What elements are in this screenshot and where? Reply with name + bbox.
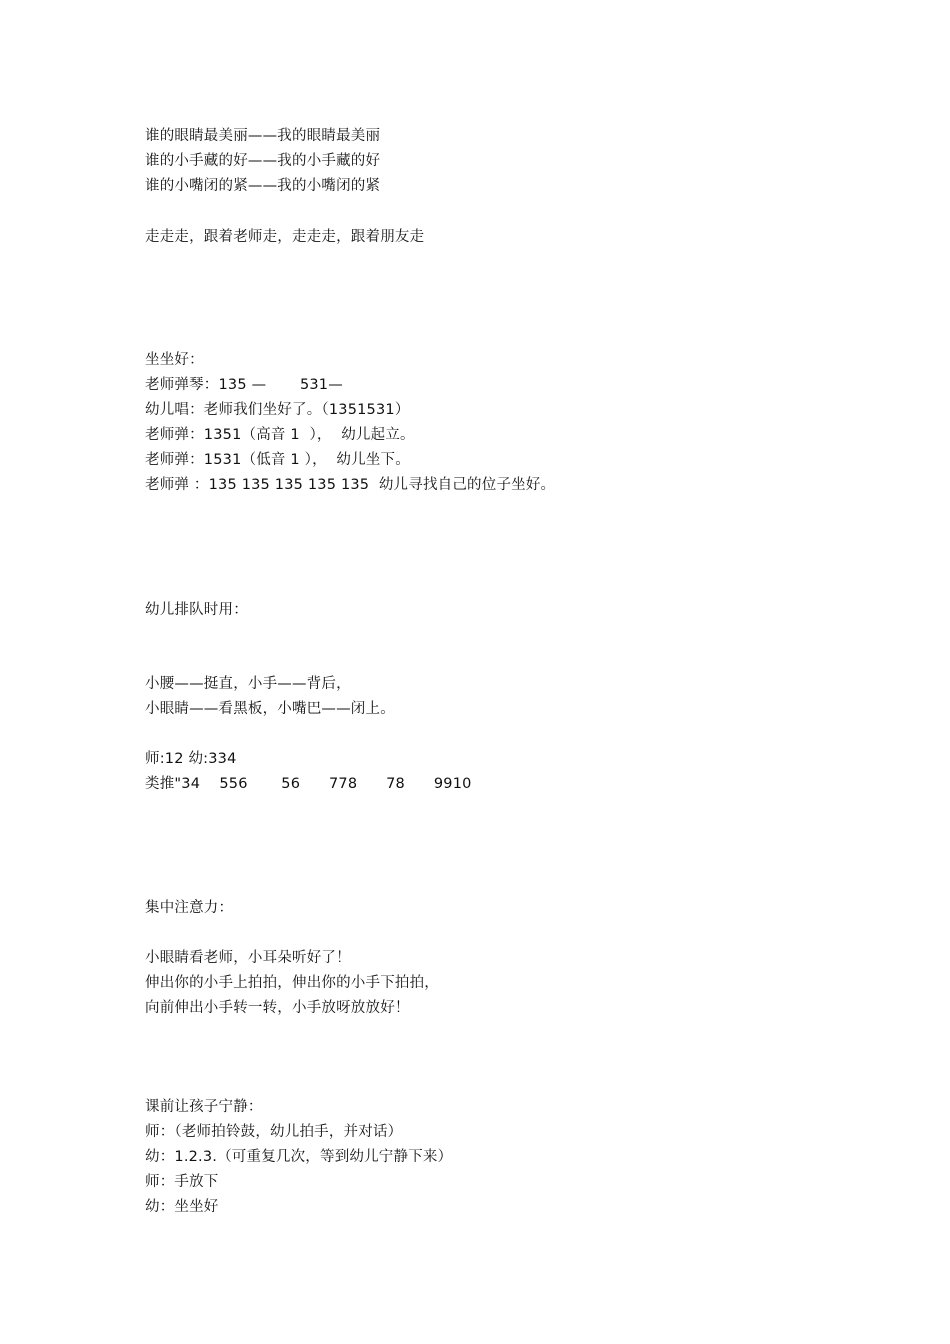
sit-line-1: 老师弹琴：135 — 531—: [145, 377, 343, 393]
attention-line-2: 伸出你的小手上拍拍，伸出你的小手下拍拍，: [145, 975, 439, 991]
lineup-line-2: 小眼睛——看黑板，小嘴巴——闭上。: [145, 701, 395, 717]
calm-line-2: 幼：1.2.3.（可重复几次，等到幼儿宁静下来）: [145, 1149, 453, 1165]
calm-line-1: 师：（老师拍铃鼓，幼儿拍手，并对话）: [145, 1124, 403, 1140]
sit-line-3: 老师弹：1351（高音 1 ）， 幼儿起立。: [145, 427, 415, 443]
section-title-sit: 坐坐好：: [145, 352, 204, 368]
number-line-2: 类推"34 556 56 778 78 9910: [145, 776, 472, 792]
calm-line-4: 幼：坐坐好: [145, 1199, 219, 1215]
attention-line-3: 向前伸出小手转一转，小手放呀放放好！: [145, 1000, 410, 1016]
section-title-attention: 集中注意力：: [145, 900, 234, 916]
rhyme-line-hands: 谁的小手藏的好——我的小手藏的好: [145, 153, 381, 169]
attention-line-1: 小眼睛看老师，小耳朵听好了！: [145, 950, 351, 966]
rhyme-line-eyes: 谁的眼睛最美丽——我的眼睛最美丽: [145, 128, 381, 144]
sit-line-2: 幼儿唱：老师我们坐好了。（1351531）: [145, 402, 410, 418]
section-title-lineup: 幼儿排队时用：: [145, 602, 248, 618]
walk-rhyme-line: 走走走，跟着老师走，走走走，跟着朋友走: [145, 229, 425, 245]
sit-line-5: 老师弹 ：135 135 135 135 135 幼儿寻找自己的位子坐好。: [145, 477, 556, 493]
section-title-calm: 课前让孩子宁静：: [145, 1099, 263, 1115]
calm-line-3: 师：手放下: [145, 1174, 219, 1190]
lineup-line-1: 小腰——挺直，小手——背后，: [145, 676, 351, 692]
rhyme-line-mouth: 谁的小嘴闭的紧——我的小嘴闭的紧: [145, 178, 381, 194]
number-line-1: 师:12 幼:334: [145, 751, 237, 767]
sit-line-4: 老师弹：1531（低音 1 ）， 幼儿坐下。: [145, 452, 410, 468]
